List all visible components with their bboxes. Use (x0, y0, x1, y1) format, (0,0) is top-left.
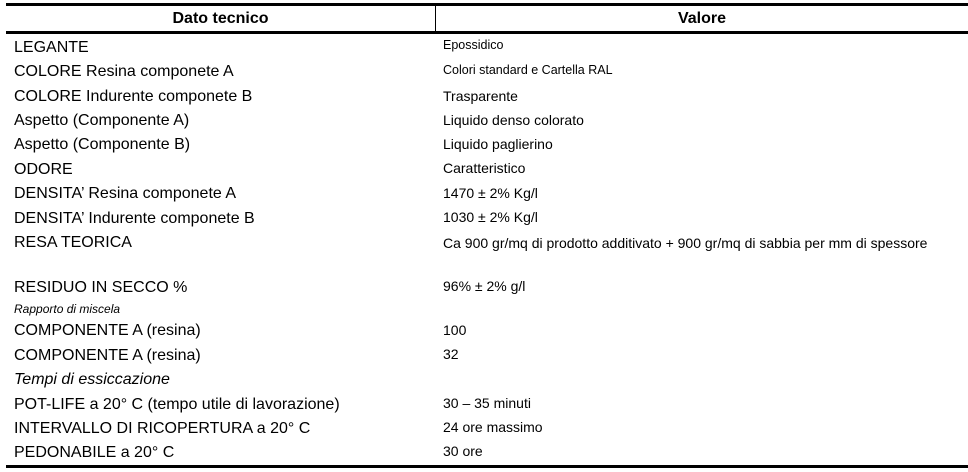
row-value: 30 ore (443, 443, 483, 459)
row-value: Liquido denso colorato (443, 112, 584, 128)
row-label: DENSITA’ Indurente componete B (14, 210, 255, 227)
row-label: ODORE (14, 161, 73, 178)
row-label: DENSITA’ Resina componete A (14, 185, 237, 202)
row-value: 1470 ± 2% Kg/l (443, 185, 538, 201)
bottom-rule (6, 465, 968, 468)
row-label: COLORE Resina componete A (14, 63, 234, 80)
section-label: Rapporto di miscela (14, 302, 121, 316)
row-value: Colori standard e Cartella RAL (443, 63, 613, 77)
row-label: INTERVALLO DI RICOPERTURA a 20° C (14, 420, 311, 437)
row-value: 24 ore massimo (443, 419, 543, 435)
row-value: Epossidico (443, 38, 504, 52)
row-value: 30 – 35 minuti (443, 395, 531, 411)
header-dato-tecnico: Dato tecnico (172, 10, 269, 27)
row-value: Liquido paglierino (443, 136, 553, 152)
row-label: RESIDUO IN SECCO % (14, 279, 188, 296)
row-label: Aspetto (Componente B) (14, 136, 191, 153)
row-value: 100 (443, 322, 467, 338)
tech-data-table (6, 0, 968, 472)
row-label: RESA TEORICA (14, 234, 132, 251)
row-value: Ca 900 gr/mq di prodotto additivato + 900 gr/mq di sabbia per mm di spessore (443, 235, 928, 251)
row-value: 32 (443, 346, 459, 362)
row-value: 96% ± 2% g/l (443, 278, 526, 294)
row-label: POT-LIFE a 20° C (tempo utile di lavorazione) (14, 396, 340, 413)
row-label: LEGANTE (14, 39, 89, 56)
row-label: COMPONENTE A (resina) (14, 322, 201, 339)
row-value: Caratteristico (443, 160, 526, 176)
row-label: PEDONABILE a 20° C (14, 444, 175, 461)
row-value: 1030 ± 2% Kg/l (443, 209, 538, 225)
row-label: COMPONENTE A (resina) (14, 347, 201, 364)
header-rule (6, 31, 968, 34)
section-label: Tempi di essiccazione (14, 371, 170, 388)
top-rule (6, 3, 968, 6)
row-label: COLORE Indurente componete B (14, 88, 253, 105)
row-label: Aspetto (Componente A) (14, 112, 190, 129)
row-value: Trasparente (443, 88, 518, 104)
header-valore: Valore (677, 10, 727, 27)
